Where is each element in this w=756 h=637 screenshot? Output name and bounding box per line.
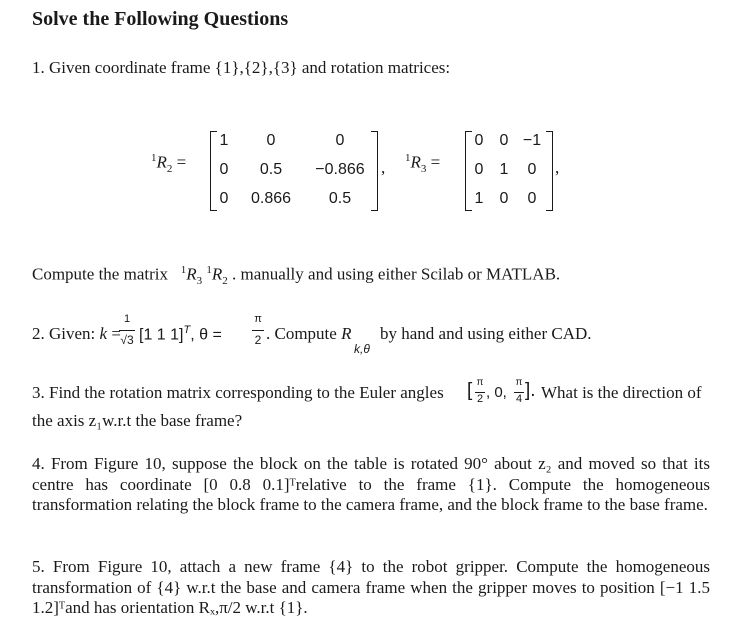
q3-bracket-close: ]. — [525, 380, 536, 401]
q1-compute: Compute the matrix $^1R_3$ $^1R_2$ . manually and using either Scilab or MATLAB. — [32, 264, 561, 288]
r2-cell-33: 0.5 — [328, 190, 352, 207]
r2-cell-31: 0 — [219, 190, 229, 207]
r3-cell-21: 0 — [474, 161, 484, 178]
r3-cell-32: 0 — [499, 190, 509, 207]
r3-cell-33: 0 — [527, 190, 537, 207]
q5-text: 5. From Figure 10, attach a new frame {4} to the robot gripper. Compute the homogeneous transformation of {4} w.r.t the base and camera frame when the gripper moves to position [−1 1.5 1.2]ᵀand has orientation Rₓ,π/2 w.r.t {1}. — [32, 557, 710, 617]
r3-right-bracket — [546, 131, 553, 211]
q3-line1-suffix: What is the direction of — [541, 383, 702, 402]
q2-vector: [1 1 1]$^T$, θ = — [139, 324, 222, 344]
q1-intro: 1. Given coordinate frame {1},{2},{3} and rotation matrices: — [32, 58, 451, 77]
q3-pi2-num: π — [515, 377, 523, 388]
r2-cell-13: 0 — [335, 132, 345, 149]
q2-frac1-num: 1 — [123, 313, 131, 325]
q2-frac2-num: π — [254, 313, 262, 325]
q3-pi1-den: 2 — [476, 393, 484, 405]
q4-text: 4. From Figure 10, suppose the block on the table is rotated 90° about z₂ and moved so that its centre has coordinate [0 0.8 0.1]ᵀrelative to the frame {1}. Compute the homogeneous transformation relating the block frame to the camera frame, and the block frame to the base frame. — [32, 454, 710, 514]
q3-mid: , 0, — [486, 384, 507, 401]
r3-cell-31: 1 — [474, 190, 484, 207]
page-title: Solve the Following Questions — [32, 8, 289, 30]
q3-line2: the axis z₁w.r.t the base frame? — [32, 411, 243, 430]
r3-label: $^1R_3$ = — [405, 152, 441, 176]
q3-pi1-num: π — [476, 377, 484, 388]
q2-frac1-den: √3 — [120, 333, 134, 347]
r3-cell-13: −1 — [522, 132, 542, 149]
q2-prefix: 2. Given: k = — [32, 324, 121, 343]
r2-cell-22: 0.5 — [259, 161, 283, 178]
r3-cell-11: 0 — [474, 132, 484, 149]
r3-cell-23: 0 — [527, 161, 537, 178]
r3-comma: , — [555, 158, 560, 177]
q2-frac1-line — [119, 330, 135, 331]
r2-comma: , — [381, 158, 386, 177]
r2-right-bracket — [371, 131, 378, 211]
q2-suffix: by hand and using either CAD. — [380, 324, 592, 343]
q3-bracket-open: [ — [467, 380, 473, 401]
r2-label: $^1R_2$ = — [151, 152, 187, 176]
r3-cell-22: 1 — [499, 161, 509, 178]
r2-cell-32: 0.866 — [250, 190, 292, 207]
q2-compute: . Compute R — [266, 324, 352, 343]
q2-frac2-line — [252, 330, 264, 331]
r3-cell-12: 0 — [499, 132, 509, 149]
r2-cell-21: 0 — [219, 161, 229, 178]
r2-cell-11: 1 — [219, 132, 229, 149]
r2-cell-12: 0 — [266, 132, 276, 149]
r2-cell-23: −0.866 — [315, 161, 365, 178]
q2-frac2-den: 2 — [254, 333, 262, 347]
q3-line1-prefix: 3. Find the rotation matrix corresponding to the Euler angles — [32, 383, 444, 402]
q3-pi2-den: 4 — [515, 393, 523, 405]
q2-r-sub: k,θ — [354, 342, 370, 356]
